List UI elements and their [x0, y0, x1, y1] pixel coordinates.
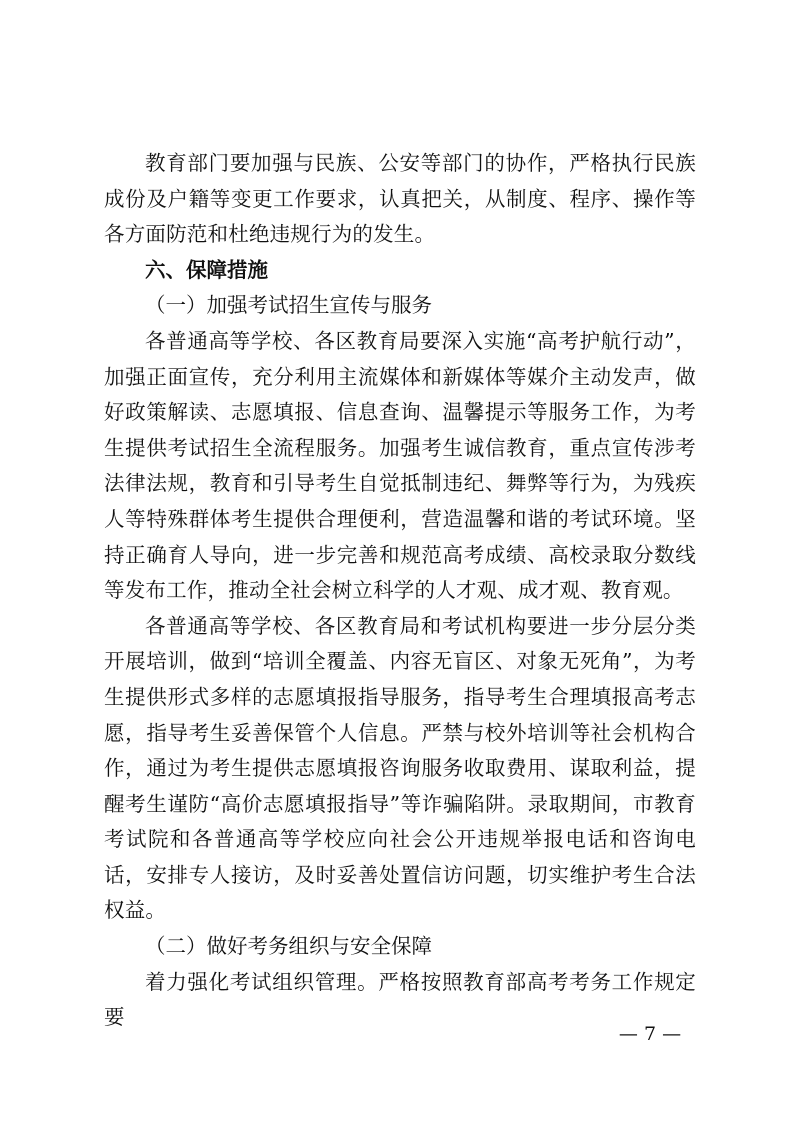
body-paragraph: 各普通高等学校、各区教育局和考试机构要进一步分层分类开展培训，做到“培训全覆盖、内容无盲区、对象无死角”，为考生提供形式多样的志愿填报指导服务，指导考生合理填报高考志愿，指导考生妥善保管个人信息。严禁与校外培训等社会机构合作，通过为考生提供志愿填报咨询服务收取费用、谋取利益，提醒考生谨防“高价志愿填报指导”等诈骗陷阱。录取期间，市教育考试院和各普通高等学校应向社会公开违规举报电话和咨询电话，安排专人接访，及时妥善处置信访问题，切实维护考生合法权益。: [104, 613, 696, 923]
section-heading: 六、保障措施: [145, 257, 268, 282]
body-paragraph: 各普通高等学校、各区教育局要深入实施“高考护航行动”，加强正面宣传，充分利用主流媒体和新媒体等媒介主动发声，做好政策解读、志愿填报、信息查询、温馨提示等服务工作，为考生提供考试招生全流程服务。加强考生诚信教育，重点宣传涉考法律法规，教育和引导考生自觉抵制违纪、舞弊等行为，为残疾人等特殊群体考生提供合理便利，营造温馨和谐的考试环境。坚持正确育人导向，进一步完善和规范高考成绩、高校录取分数线等发布工作，推动全社会树立科学的人才观、成才观、教育观。: [104, 328, 696, 603]
subsection-heading: （一）加强考试招生宣传与服务: [145, 293, 432, 318]
page-number: — 7 —: [618, 1023, 682, 1045]
document-body: [104, 146, 696, 1036]
body-paragraph: 着力强化考试组织管理。严格按照教育部高考考务工作规定要: [104, 969, 696, 1030]
subsection-heading: （二）做好考务组织与安全保障: [145, 934, 432, 959]
body-paragraph: 教育部门要加强与民族、公安等部门的协作，严格执行民族成份及户籍等变更工作要求，认真把关，从制度、程序、操作等各方面防范和杜绝违规行为的发生。: [104, 151, 696, 247]
